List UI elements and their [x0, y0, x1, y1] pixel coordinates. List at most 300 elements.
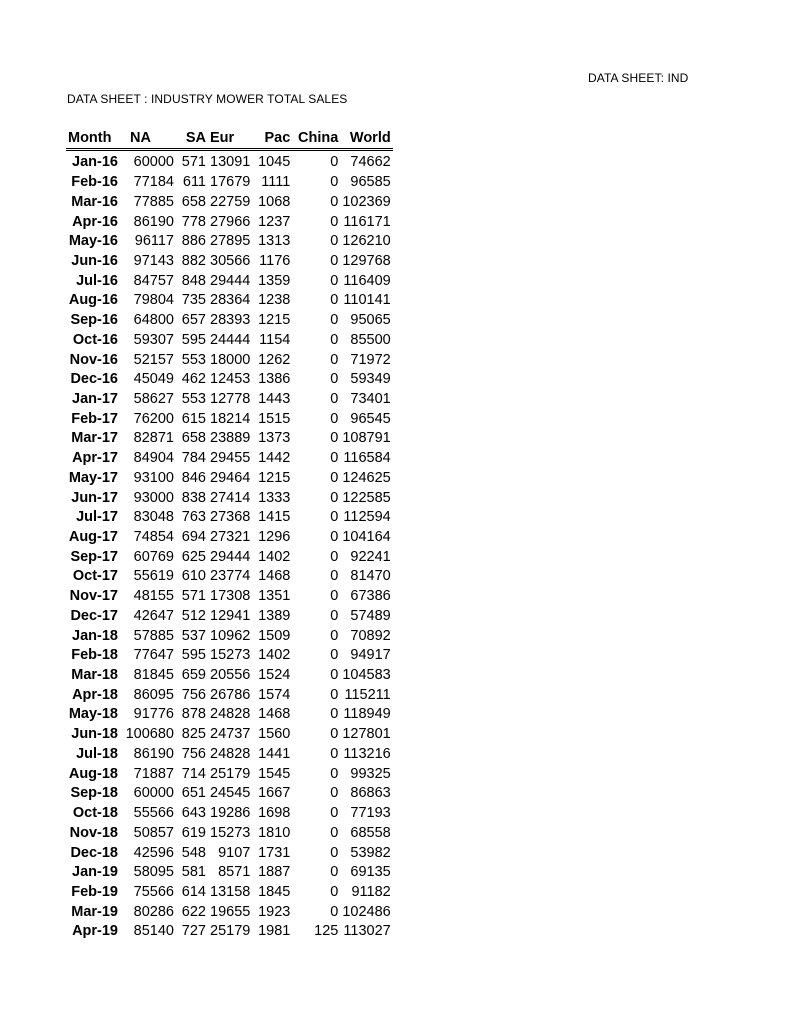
cell-month: Sep-18: [70, 785, 118, 802]
cell-na: 42596: [133, 844, 174, 861]
cell-china: 0: [330, 607, 339, 624]
cell-sa: 595: [181, 647, 206, 664]
cell-na: 58627: [133, 390, 174, 407]
cell-pac: 1313: [258, 233, 291, 250]
cell-month: Jul-17: [76, 509, 118, 526]
cell-month: Sep-16: [70, 312, 118, 329]
cell-month: Jan-18: [72, 627, 118, 644]
cell-na: 71887: [133, 765, 174, 782]
table-row: [66, 843, 393, 863]
cell-month: May-18: [68, 706, 118, 723]
table-row: [66, 370, 393, 390]
table-row: [66, 705, 393, 725]
cell-month: Feb-18: [71, 647, 118, 664]
cell-na: 97143: [133, 252, 174, 269]
cell-na: 80286: [133, 903, 174, 920]
table-row: [66, 804, 393, 824]
cell-month: Jan-19: [72, 864, 118, 881]
cell-sa: 657: [181, 312, 206, 329]
table-row: [66, 607, 393, 627]
cell-pac: 1845: [258, 883, 291, 900]
cell-world: 71972: [350, 351, 391, 368]
cell-china: 0: [330, 469, 339, 486]
cell-pac: 1389: [258, 607, 291, 624]
cell-pac: 1215: [258, 312, 291, 329]
cell-sa: 571: [181, 154, 206, 171]
cell-sa: 658: [181, 430, 206, 447]
cell-world: 113027: [343, 923, 391, 940]
cell-china: 0: [330, 726, 339, 743]
table-row: [66, 922, 393, 942]
cell-pac: 1698: [258, 805, 291, 822]
cell-eur: 27321: [210, 529, 251, 546]
cell-pac: 1373: [258, 430, 291, 447]
table-row: [66, 150, 393, 173]
cell-na: 82871: [133, 430, 174, 447]
cell-pac: 1515: [258, 410, 291, 427]
cell-na: 86190: [133, 213, 174, 230]
cell-world: 91182: [351, 883, 391, 900]
cell-pac: 1731: [258, 844, 291, 861]
cell-world: 124625: [342, 469, 391, 486]
table-row: [66, 488, 393, 508]
cell-world: 81470: [350, 568, 391, 585]
cell-pac: 1359: [258, 272, 291, 289]
cell-sa: 615: [181, 410, 206, 427]
cell-world: 129768: [342, 252, 391, 269]
cell-month: Dec-16: [70, 371, 118, 388]
table-row: [66, 626, 393, 646]
cell-pac: 1215: [258, 469, 291, 486]
cell-eur: 24828: [210, 706, 251, 723]
table-row: [66, 547, 393, 567]
cell-world: 126210: [342, 233, 391, 250]
cell-eur: 10962: [210, 627, 251, 644]
cell-sa: 756: [181, 745, 206, 762]
cell-na: 96117: [134, 233, 174, 250]
cell-pac: 1810: [258, 824, 291, 841]
cell-na: 60000: [133, 785, 174, 802]
table-row: [66, 449, 393, 469]
cell-pac: 1923: [258, 903, 291, 920]
table-row: [66, 567, 393, 587]
cell-month: Aug-16: [68, 292, 118, 309]
cell-sa: 882: [181, 252, 206, 269]
cell-month: Jun-16: [71, 252, 118, 269]
cell-eur: 29444: [210, 548, 251, 565]
cell-world: 115211: [344, 686, 391, 703]
cell-eur: 25179: [210, 765, 251, 782]
cell-sa: 537: [181, 627, 206, 644]
cell-sa: 512: [181, 607, 206, 624]
cell-pac: 1333: [258, 489, 291, 506]
cell-sa: 581: [181, 864, 206, 881]
cell-month: Nov-17: [69, 588, 118, 605]
cell-sa: 614: [181, 883, 206, 900]
table-row: [66, 745, 393, 765]
cell-month: Aug-17: [68, 529, 118, 546]
cell-na: 59307: [133, 331, 174, 348]
cell-sa: 622: [181, 903, 206, 920]
cell-month: Sep-17: [70, 548, 118, 565]
table-row: [66, 863, 393, 883]
cell-month: Apr-19: [72, 923, 118, 940]
cell-eur: 26786: [210, 686, 251, 703]
table-row: [66, 587, 393, 607]
table-row: [66, 666, 393, 686]
cell-china: 0: [330, 844, 339, 861]
table-body: [66, 150, 393, 942]
cell-pac: 1176: [259, 252, 291, 269]
cell-pac: 1238: [258, 292, 291, 309]
cell-world: 110141: [343, 292, 391, 309]
cell-pac: 1545: [258, 765, 291, 782]
cell-eur: 24545: [210, 785, 251, 802]
cell-eur: 18214: [210, 410, 251, 427]
cell-sa: 625: [181, 548, 206, 565]
cell-sa: 611: [182, 174, 206, 191]
cell-na: 77184: [133, 174, 174, 191]
cell-world: 95065: [350, 312, 391, 329]
cell-eur: 12778: [210, 390, 251, 407]
cell-na: 55566: [133, 805, 174, 822]
cell-china: 0: [330, 154, 339, 171]
cell-world: 53982: [350, 844, 391, 861]
cell-month: Feb-17: [71, 410, 118, 427]
cell-eur: 18000: [210, 351, 251, 368]
cell-sa: 548: [181, 844, 206, 861]
column-header-eur: Eur: [210, 130, 235, 146]
cell-world: 96585: [350, 174, 391, 191]
cell-na: 48155: [133, 588, 174, 605]
header-row: [66, 128, 393, 150]
cell-china: 0: [330, 390, 339, 407]
cell-pac: 1509: [258, 627, 291, 644]
cell-eur: 19286: [210, 805, 251, 822]
cell-na: 86095: [133, 686, 174, 703]
cell-world: 70892: [350, 627, 391, 644]
cell-china: 0: [330, 588, 339, 605]
cell-sa: 778: [181, 213, 206, 230]
cell-china: 0: [330, 489, 339, 506]
table-row: [66, 291, 393, 311]
cell-world: 73401: [350, 390, 391, 407]
cell-month: Jun-17: [71, 489, 118, 506]
cell-na: 85140: [133, 923, 174, 940]
column-header-na: NA: [130, 130, 151, 146]
sales-table: [66, 128, 393, 942]
cell-eur: 28364: [210, 292, 251, 309]
cell-pac: 1667: [258, 785, 291, 802]
cell-pac: 1468: [258, 568, 291, 585]
cell-eur: 27895: [210, 233, 251, 250]
cell-eur: 22759: [210, 193, 251, 210]
column-header-pac: Pac: [264, 130, 291, 146]
cell-pac: 1560: [258, 726, 291, 743]
cell-world: 69135: [350, 864, 391, 881]
cell-world: 92241: [350, 548, 391, 565]
table-row: [66, 508, 393, 528]
cell-na: 74854: [133, 529, 174, 546]
cell-china: 0: [330, 233, 339, 250]
header-right-label: DATA SHEET: IND: [588, 71, 689, 85]
cell-china: 0: [330, 745, 339, 762]
cell-world: 74662: [350, 154, 391, 171]
cell-eur: 13091: [210, 154, 251, 171]
cell-month: Mar-18: [71, 667, 118, 684]
cell-na: 60769: [133, 548, 174, 565]
table-row: [66, 902, 393, 922]
sheet-title: DATA SHEET : INDUSTRY MOWER TOTAL SALES: [67, 92, 348, 106]
cell-pac: 1237: [258, 213, 291, 230]
column-header-china: China: [298, 130, 339, 146]
cell-sa: 878: [181, 706, 206, 723]
cell-eur: 27414: [210, 489, 251, 506]
cell-china: 0: [330, 213, 339, 230]
table-row: [66, 528, 393, 548]
cell-world: 122585: [342, 489, 391, 506]
cell-na: 77885: [133, 193, 174, 210]
cell-eur: 27368: [210, 509, 251, 526]
cell-month: Oct-16: [72, 331, 118, 348]
cell-pac: 1351: [258, 588, 291, 605]
cell-china: 0: [330, 351, 339, 368]
cell-month: Jan-16: [72, 154, 118, 171]
cell-world: 116409: [343, 272, 391, 289]
cell-pac: 1111: [261, 174, 291, 191]
cell-china: 0: [330, 450, 339, 467]
cell-eur: 29455: [210, 450, 251, 467]
cell-na: 45049: [133, 371, 174, 388]
table-row: [66, 469, 393, 489]
cell-na: 84757: [133, 272, 174, 289]
cell-sa: 643: [181, 805, 206, 822]
table-row: [66, 192, 393, 212]
cell-world: 102486: [342, 903, 391, 920]
cell-china: 0: [330, 292, 339, 309]
cell-eur: 23774: [210, 568, 251, 585]
cell-month: Apr-16: [72, 213, 118, 230]
cell-sa: 838: [181, 489, 206, 506]
cell-china: 0: [330, 331, 339, 348]
table-header: [66, 128, 393, 150]
cell-eur: 29464: [210, 469, 251, 486]
table-row: [66, 429, 393, 449]
table-row: [66, 330, 393, 350]
cell-na: 50857: [133, 824, 174, 841]
cell-sa: 571: [181, 588, 206, 605]
cell-sa: 694: [181, 529, 206, 546]
cell-eur: 30566: [210, 252, 251, 269]
cell-month: May-16: [68, 233, 118, 250]
cell-na: 75566: [133, 883, 174, 900]
cell-pac: 1468: [258, 706, 291, 723]
cell-month: Feb-19: [71, 883, 118, 900]
cell-sa: 714: [181, 765, 206, 782]
cell-world: 94917: [350, 647, 391, 664]
column-header-month: Month: [68, 130, 112, 146]
cell-china: 0: [330, 883, 339, 900]
cell-pac: 1068: [258, 193, 291, 210]
cell-month: Oct-18: [72, 805, 118, 822]
cell-eur: 12941: [210, 607, 251, 624]
cell-month: Jan-17: [72, 390, 118, 407]
table-row: [66, 784, 393, 804]
cell-china: 0: [330, 903, 339, 920]
table-row: [66, 409, 393, 429]
cell-sa: 651: [181, 785, 206, 802]
cell-month: May-17: [68, 469, 118, 486]
table-row: [66, 311, 393, 331]
cell-world: 112594: [343, 509, 391, 526]
cell-na: 93100: [133, 469, 174, 486]
cell-na: 83048: [133, 509, 174, 526]
table-row: [66, 390, 393, 410]
cell-world: 77193: [350, 805, 391, 822]
cell-sa: 784: [181, 450, 206, 467]
cell-china: 0: [330, 568, 339, 585]
cell-na: 57885: [133, 627, 174, 644]
table-row: [66, 252, 393, 272]
cell-eur: 28393: [210, 312, 251, 329]
cell-sa: 610: [181, 568, 206, 585]
cell-china: 0: [330, 272, 339, 289]
cell-sa: 595: [181, 331, 206, 348]
cell-sa: 756: [181, 686, 206, 703]
cell-sa: 846: [181, 469, 206, 486]
cell-pac: 1415: [258, 509, 291, 526]
cell-pac: 1402: [258, 647, 291, 664]
cell-sa: 727: [181, 923, 206, 940]
cell-china: 0: [330, 252, 339, 269]
cell-china: 0: [330, 765, 339, 782]
cell-na: 86190: [133, 745, 174, 762]
cell-world: 59349: [350, 371, 391, 388]
cell-world: 116171: [343, 213, 391, 230]
cell-sa: 848: [181, 272, 206, 289]
cell-na: 42647: [133, 607, 174, 624]
cell-pac: 1045: [258, 154, 291, 171]
cell-eur: 24828: [210, 745, 251, 762]
cell-eur: 9107: [218, 844, 251, 861]
cell-na: 60000: [133, 154, 174, 171]
cell-eur: 17679: [210, 174, 251, 191]
cell-month: Aug-18: [68, 765, 118, 782]
cell-china: 0: [330, 647, 339, 664]
cell-month: Apr-18: [72, 686, 118, 703]
cell-world: 96545: [350, 410, 391, 427]
cell-world: 118949: [343, 706, 391, 723]
cell-sa: 886: [181, 233, 206, 250]
cell-sa: 462: [181, 371, 206, 388]
cell-world: 104164: [342, 529, 391, 546]
cell-world: 86863: [350, 785, 391, 802]
cell-month: Jun-18: [71, 726, 118, 743]
cell-na: 58095: [133, 864, 174, 881]
cell-pac: 1442: [258, 450, 291, 467]
cell-eur: 24444: [210, 331, 251, 348]
table-row: [66, 173, 393, 193]
cell-china: 0: [330, 509, 339, 526]
cell-na: 76200: [133, 410, 174, 427]
cell-na: 64800: [133, 312, 174, 329]
cell-world: 116584: [343, 450, 391, 467]
table-row: [66, 232, 393, 252]
cell-eur: 15273: [210, 647, 251, 664]
cell-na: 77647: [133, 647, 174, 664]
cell-china: 0: [330, 667, 339, 684]
cell-na: 55619: [133, 568, 174, 585]
cell-month: Dec-18: [70, 844, 118, 861]
cell-eur: 12453: [210, 371, 251, 388]
cell-china: 0: [330, 312, 339, 329]
table-row: [66, 685, 393, 705]
cell-na: 84904: [133, 450, 174, 467]
cell-china: 0: [330, 371, 339, 388]
cell-world: 108791: [342, 430, 391, 447]
table-row: [66, 725, 393, 745]
cell-world: 67386: [350, 588, 391, 605]
cell-month: Jul-16: [76, 272, 118, 289]
cell-china: 0: [330, 529, 339, 546]
cell-pac: 1386: [258, 371, 291, 388]
cell-month: Mar-17: [71, 430, 118, 447]
cell-pac: 1402: [258, 548, 291, 565]
cell-pac: 1574: [258, 686, 291, 703]
cell-pac: 1443: [258, 390, 291, 407]
cell-eur: 29444: [210, 272, 251, 289]
cell-pac: 1981: [258, 923, 291, 940]
cell-china: 0: [330, 410, 339, 427]
cell-pac: 1524: [258, 667, 291, 684]
cell-pac: 1154: [259, 331, 291, 348]
cell-pac: 1441: [258, 745, 291, 762]
cell-eur: 15273: [210, 824, 251, 841]
cell-month: Apr-17: [72, 450, 118, 467]
cell-world: 85500: [350, 331, 391, 348]
cell-month: Mar-19: [71, 903, 118, 920]
table-row: [66, 823, 393, 843]
table-row: [66, 350, 393, 370]
cell-pac: 1887: [258, 864, 291, 881]
cell-china: 0: [330, 548, 339, 565]
cell-pac: 1262: [258, 351, 291, 368]
cell-world: 57489: [350, 607, 391, 624]
cell-na: 91776: [133, 706, 174, 723]
cell-china: 0: [330, 686, 339, 703]
cell-world: 99325: [350, 765, 391, 782]
cell-sa: 553: [181, 390, 206, 407]
table-row: [66, 883, 393, 903]
cell-world: 102369: [342, 193, 391, 210]
cell-china: 0: [330, 864, 339, 881]
cell-china: 125: [314, 923, 339, 940]
table-row: [66, 212, 393, 232]
cell-na: 81845: [133, 667, 174, 684]
cell-month: Jul-18: [76, 745, 118, 762]
cell-eur: 20556: [210, 667, 251, 684]
cell-eur: 25179: [210, 923, 251, 940]
cell-sa: 619: [181, 824, 206, 841]
cell-month: Dec-17: [70, 607, 118, 624]
cell-na: 93000: [133, 489, 174, 506]
cell-month: Mar-16: [71, 193, 118, 210]
cell-eur: 13158: [210, 883, 251, 900]
cell-eur: 23889: [210, 430, 251, 447]
cell-month: Nov-16: [69, 351, 118, 368]
cell-china: 0: [330, 430, 339, 447]
cell-na: 52157: [133, 351, 174, 368]
